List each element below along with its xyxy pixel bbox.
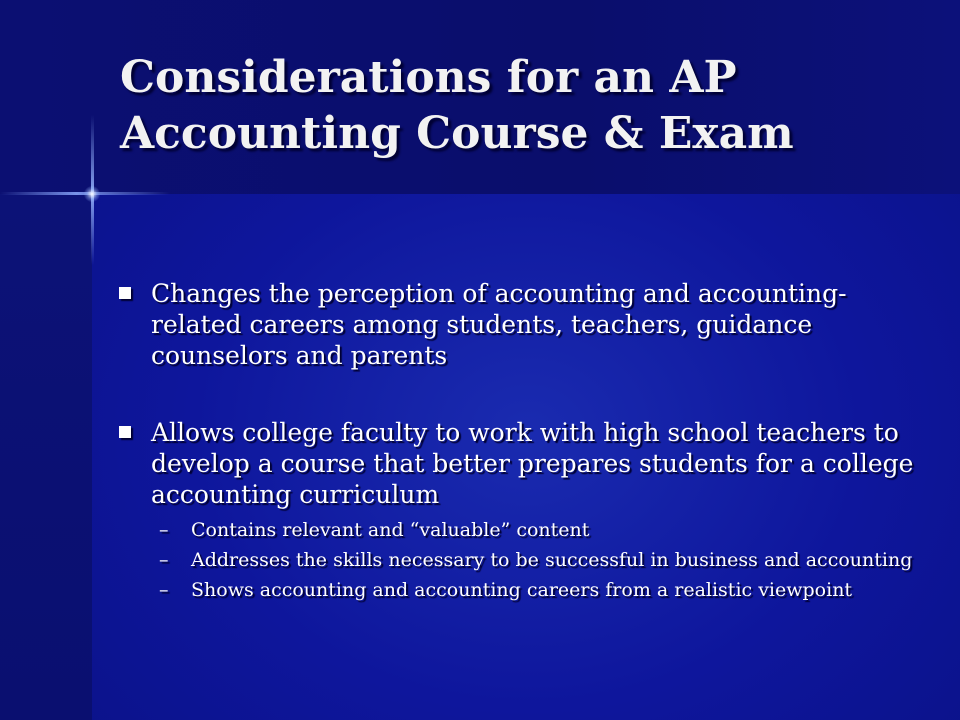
slide-content xyxy=(115,278,935,602)
bullet-item xyxy=(115,278,935,371)
dash-bullet-icon: – xyxy=(159,549,169,571)
bullet-text: Changes the perception of accounting and accounting-related careers among students, teachers, guidance counselors and parents xyxy=(151,279,847,370)
bullet-item xyxy=(115,417,935,510)
sub-bullet-text: Contains relevant and “valuable” content xyxy=(191,519,590,541)
left-band xyxy=(0,194,92,720)
sub-bullet-item xyxy=(115,579,935,602)
sub-bullet-item xyxy=(115,549,935,572)
slide-title: Considerations for an AP Accounting Course & Exam xyxy=(120,52,794,159)
square-bullet-icon xyxy=(119,287,131,299)
dash-bullet-icon: – xyxy=(159,519,169,541)
dash-bullet-icon: – xyxy=(159,579,169,601)
light-flare-center xyxy=(84,186,100,202)
sub-bullet-text: Shows accounting and accounting careers from a realistic viewpoint xyxy=(191,579,853,601)
bullet-text: Allows college faculty to work with high school teachers to develop a course that better prepares students for a college accounting curriculum xyxy=(151,418,914,509)
square-bullet-icon xyxy=(119,426,131,438)
sub-bullet-text: Addresses the skills necessary to be successful in business and accounting xyxy=(191,549,913,571)
sub-bullet-item xyxy=(115,519,935,542)
